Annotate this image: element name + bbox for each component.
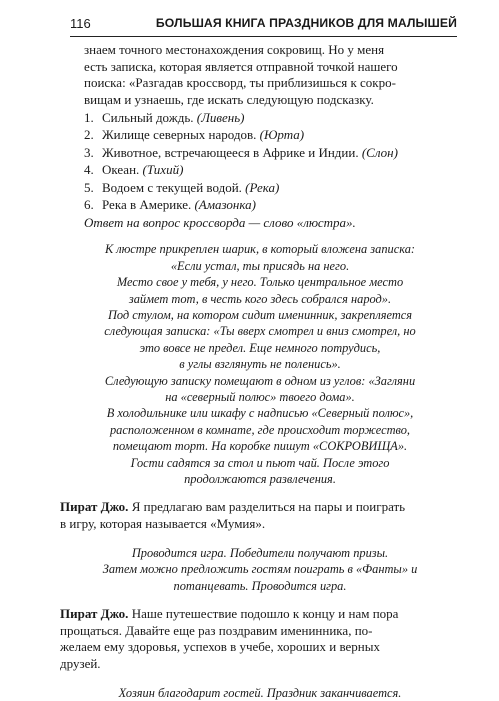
- clue-item: [60, 109, 460, 127]
- stage-line: помещают торт. На коробке пишут «СОКРОВИЩА».: [112, 439, 408, 454]
- clue-answer: (Амазонка): [194, 197, 256, 213]
- crossword-clues: [60, 109, 460, 214]
- clue-number: 5.: [84, 179, 94, 195]
- stage-direction-1: [60, 241, 460, 487]
- stage-line: потанцевать. Проводится игра.: [173, 578, 347, 593]
- clue-item: [60, 144, 460, 162]
- clue-answer: (Ливень): [196, 109, 245, 125]
- clue-text: Водоем с текущей водой.: [102, 179, 242, 195]
- speech-pirate-2: [60, 606, 460, 673]
- stage-line: продолжаются развлечения.: [184, 472, 336, 486]
- clue-number: 2.: [84, 127, 94, 143]
- stage-line: Гости садятся за стол и пьют чай. После этого: [130, 455, 390, 470]
- clue-number: 3.: [84, 144, 94, 160]
- final-stage-direction: Хозяин благодарит гостей. Праздник заканчивается.: [118, 685, 402, 700]
- stage-line: Место свое у тебя, у него. Только центральное место: [116, 275, 404, 290]
- clue-text: Жилище северных народов.: [102, 127, 257, 143]
- clue-number: 6.: [84, 197, 94, 213]
- clue-text: Сильный дождь.: [102, 109, 194, 125]
- speech-line: Я предлагаю вам разделиться на пары и поиграть: [131, 499, 406, 515]
- intro-line: знаем точного местонахождения сокровищ. Но у меня: [84, 42, 385, 57]
- speaker-name: Пират Джо.: [60, 499, 129, 515]
- stage-line: Под стулом, на котором сидит именинник, закрепляется: [107, 307, 413, 322]
- clue-number: 1.: [84, 109, 94, 125]
- stage-line: «Если устал, ты присядь на него.: [170, 258, 350, 273]
- speech-line: друзей.: [60, 656, 101, 672]
- stage-line: займет тот, в честь кого здесь собрался народ».: [128, 291, 392, 306]
- clue-item: [60, 179, 460, 197]
- stage-direction-2: [60, 545, 460, 594]
- clue-item: [60, 161, 460, 179]
- intro-line: поиска: «Разгадав кроссворд, ты приблизишься к сокро-: [84, 75, 396, 91]
- clue-answer: (Тихий): [142, 162, 184, 178]
- stage-line: в углы взглянуть не поленись».: [179, 357, 341, 372]
- stage-line: К люстре прикреплен шарик, в который вложена записка:: [104, 242, 416, 257]
- page-number: 116: [70, 16, 91, 31]
- speaker-name: Пират Джо.: [60, 606, 129, 622]
- clue-number: 4.: [84, 162, 94, 178]
- speech-line: прощаться. Давайте еще раз поздравим именинника, по-: [60, 622, 373, 638]
- stage-line: на «северный полюс» твоего дома».: [165, 389, 355, 404]
- clue-answer: (Слон): [361, 144, 398, 160]
- running-title: БОЛЬШАЯ КНИГА ПРАЗДНИКОВ ДЛЯ МАЛЫШЕЙ: [155, 16, 457, 30]
- clue-text: Река в Америке.: [102, 197, 192, 213]
- speech-line: в игру, которая называется «Мумия».: [60, 516, 266, 532]
- stage-line: Следующую записку помещают в одном из углов: «Загляни: [104, 373, 416, 388]
- page-content: [60, 42, 460, 701]
- intro-paragraph: [60, 42, 460, 109]
- stage-line: следующая записка: «Ты вверх смотрел и вниз смотрел, но: [104, 324, 416, 339]
- clue-text: Океан.: [102, 162, 140, 178]
- crossword-answer: Ответ на вопрос кроссворда — слово «люстра».: [84, 214, 356, 230]
- speech-pirate-1: [60, 499, 460, 532]
- clue-item: [60, 196, 460, 214]
- stage-line: Затем можно предложить гостям поиграть в «Фанты» и: [102, 562, 418, 577]
- stage-line: Проводится игра. Победители получают призы.: [131, 545, 389, 560]
- clue-item: [60, 126, 460, 144]
- clue-answer: (Юрта): [259, 127, 305, 143]
- stage-line: это вовсе не предел. Еще немного потрудись,: [139, 340, 381, 355]
- intro-line: есть записка, которая является отправной точкой нашего: [84, 58, 398, 74]
- clue-answer: (Река): [245, 179, 280, 195]
- speech-line: Наше путешествие подошло к концу и нам пора: [131, 606, 399, 622]
- speech-line: желаем ему здоровья, успехов в учебе, хороших и верных: [60, 639, 380, 655]
- stage-line: В холодильнике или шкафу с надписью «Северный полюс»,: [106, 406, 414, 421]
- intro-line: вищам и узнаешь, где искать следующую подсказку.: [84, 92, 374, 108]
- clue-text: Животное, встречающееся в Африке и Индии.: [102, 144, 359, 160]
- page-header: [70, 16, 457, 37]
- stage-line: расположенном в комнате, где происходит торжество,: [109, 422, 411, 437]
